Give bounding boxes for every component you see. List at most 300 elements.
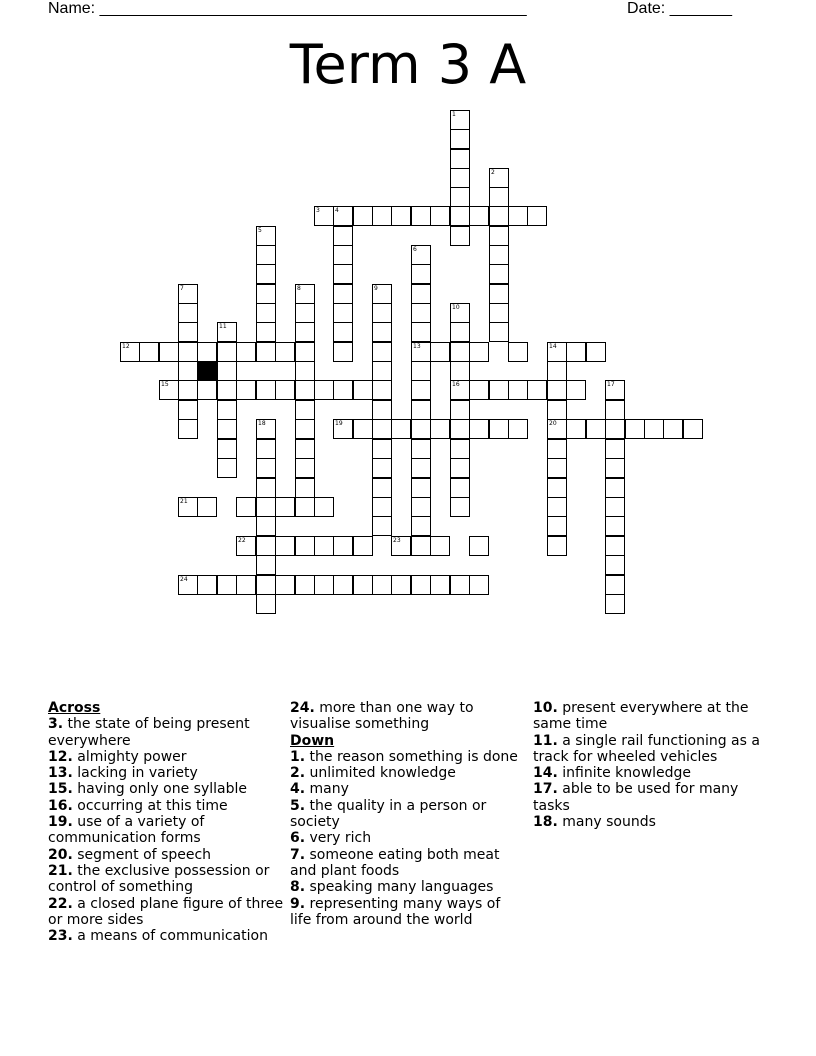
- clue-item: [533, 700, 769, 733]
- clue-number: 24: [180, 576, 188, 583]
- clue-text: the state of being present everywhere: [48, 716, 250, 749]
- clue-item: [290, 896, 526, 929]
- grid-cell[interactable]: [372, 303, 392, 323]
- grid-cell[interactable]: [605, 458, 625, 478]
- grid-cell[interactable]: [489, 284, 509, 304]
- clue-number-label: 4.: [290, 781, 306, 798]
- grid-cell[interactable]: [178, 380, 198, 400]
- grid-cell[interactable]: [217, 458, 237, 478]
- grid-cell[interactable]: [139, 342, 159, 362]
- clue-number: 5: [258, 227, 262, 234]
- grid-cell[interactable]: [333, 206, 353, 226]
- grid-cell[interactable]: [372, 575, 392, 595]
- grid-cell[interactable]: [489, 419, 509, 439]
- clue-number: 7: [180, 285, 184, 292]
- grid-cell[interactable]: [508, 380, 528, 400]
- grid-cell[interactable]: [295, 419, 315, 439]
- across-heading: Across: [48, 700, 101, 716]
- grid-cell[interactable]: [430, 342, 450, 362]
- grid-cell[interactable]: [178, 400, 198, 420]
- grid-cell[interactable]: [489, 187, 509, 207]
- clue-text: the exclusive possession or control of something: [48, 862, 270, 896]
- grid-cell[interactable]: [217, 322, 237, 342]
- grid-cell[interactable]: [450, 361, 470, 381]
- grid-cell[interactable]: [430, 419, 450, 439]
- grid-cell[interactable]: [430, 575, 450, 595]
- clue-item: [290, 798, 526, 831]
- clue-number-label: 3.: [48, 716, 64, 733]
- grid-cell[interactable]: [178, 303, 198, 323]
- clue-text: having only one syllable: [72, 781, 247, 798]
- grid-cell[interactable]: [508, 206, 528, 226]
- grid-cell[interactable]: [450, 322, 470, 342]
- grid-cell[interactable]: [256, 497, 276, 517]
- grid-cell[interactable]: [217, 380, 237, 400]
- grid-cell[interactable]: [372, 497, 392, 517]
- grid-cell[interactable]: [217, 400, 237, 420]
- grid-cell[interactable]: [353, 206, 373, 226]
- clue-text: someone eating both meat and plant foods: [290, 846, 500, 879]
- grid-cell[interactable]: [411, 439, 431, 459]
- grid-cell[interactable]: [217, 575, 237, 595]
- grid-cell[interactable]: [275, 342, 295, 362]
- grid-cell[interactable]: [450, 168, 470, 188]
- clue-number: 13: [413, 343, 421, 350]
- grid-cell[interactable]: [295, 342, 315, 362]
- clue-text: lacking in variety: [72, 765, 198, 782]
- grid-cell[interactable]: [605, 594, 625, 614]
- grid-cell[interactable]: [256, 555, 276, 575]
- grid-cell[interactable]: [469, 575, 489, 595]
- grid-cell[interactable]: [508, 342, 528, 362]
- grid-cell[interactable]: [295, 322, 315, 342]
- grid-cell[interactable]: [178, 322, 198, 342]
- date-field-label: Date: _______: [627, 0, 732, 17]
- grid-cell[interactable]: [197, 380, 217, 400]
- clue-number-label: 8.: [290, 879, 306, 896]
- clue-item: [48, 716, 284, 749]
- clue-number-label: 12.: [48, 748, 73, 765]
- clue-item: [533, 733, 769, 766]
- grid-cell[interactable]: [391, 575, 411, 595]
- grid-cell[interactable]: [450, 149, 470, 169]
- grid-cell[interactable]: [489, 168, 509, 188]
- clue-text: infinite knowledge: [557, 765, 692, 782]
- grid-cell[interactable]: [683, 419, 703, 439]
- grid-cell[interactable]: [566, 419, 586, 439]
- grid-cell[interactable]: [372, 361, 392, 381]
- grid-cell[interactable]: [256, 458, 276, 478]
- grid-cell[interactable]: [489, 380, 509, 400]
- clue-number-label: 9.: [290, 895, 306, 912]
- grid-cell[interactable]: [178, 361, 198, 381]
- grid-cell[interactable]: [178, 419, 198, 439]
- black-cell: [197, 361, 217, 381]
- grid-cell[interactable]: [256, 322, 276, 342]
- clue-item: [48, 847, 284, 863]
- grid-cell[interactable]: [217, 342, 237, 362]
- grid-cell[interactable]: [411, 380, 431, 400]
- grid-cell[interactable]: [547, 458, 567, 478]
- clue-item: [290, 765, 526, 781]
- grid-cell[interactable]: [450, 206, 470, 226]
- clue-number: 21: [180, 498, 188, 505]
- clue-text: representing many ways of life from around the world: [290, 895, 501, 928]
- clue-number-label: 17.: [533, 781, 558, 798]
- grid-cell[interactable]: [256, 245, 276, 265]
- clue-item: [290, 847, 526, 880]
- clue-item: [48, 749, 284, 765]
- clue-number-label: 22.: [48, 895, 73, 912]
- clue-text: almighty power: [72, 748, 187, 765]
- clue-number-label: 13.: [48, 765, 73, 782]
- grid-cell[interactable]: [450, 129, 470, 149]
- grid-cell[interactable]: [450, 458, 470, 478]
- clue-text: a means of communication: [72, 928, 268, 945]
- grid-cell[interactable]: [256, 284, 276, 304]
- clue-number: 16: [452, 381, 460, 388]
- clue-text: present everywhere at the same time: [533, 700, 749, 733]
- grid-cell[interactable]: [411, 264, 431, 284]
- grid-cell[interactable]: [256, 439, 276, 459]
- grid-cell[interactable]: [275, 536, 295, 556]
- grid-cell[interactable]: [644, 419, 664, 439]
- grid-cell[interactable]: [353, 536, 373, 556]
- grid-cell[interactable]: [333, 536, 353, 556]
- grid-cell[interactable]: [450, 419, 470, 439]
- grid-cell[interactable]: [547, 400, 567, 420]
- grid-cell[interactable]: [353, 575, 373, 595]
- grid-cell[interactable]: [178, 575, 198, 595]
- clue-number-label: 14.: [533, 765, 558, 782]
- grid-cell[interactable]: [295, 380, 315, 400]
- clue-text: occurring at this time: [72, 797, 228, 814]
- grid-cell[interactable]: [469, 380, 489, 400]
- grid-cell[interactable]: [256, 264, 276, 284]
- grid-cell[interactable]: [450, 226, 470, 246]
- grid-cell[interactable]: [489, 206, 509, 226]
- grid-cell[interactable]: [333, 245, 353, 265]
- grid-cell[interactable]: [333, 284, 353, 304]
- grid-cell[interactable]: [120, 342, 140, 362]
- grid-cell[interactable]: [605, 400, 625, 420]
- grid-cell[interactable]: [547, 516, 567, 536]
- grid-cell[interactable]: [586, 419, 606, 439]
- grid-cell[interactable]: [489, 322, 509, 342]
- grid-cell[interactable]: [256, 516, 276, 536]
- grid-cell[interactable]: [411, 575, 431, 595]
- grid-cell[interactable]: [333, 303, 353, 323]
- grid-cell[interactable]: [547, 536, 567, 556]
- grid-cell[interactable]: [508, 419, 528, 439]
- grid-cell[interactable]: [295, 575, 315, 595]
- grid-cell[interactable]: [295, 284, 315, 304]
- clue-number-label: 18.: [533, 814, 558, 831]
- grid-cell[interactable]: [566, 342, 586, 362]
- clue-number-label: 19.: [48, 814, 73, 831]
- grid-cell[interactable]: [450, 110, 470, 130]
- grid-cell[interactable]: [547, 497, 567, 517]
- grid-cell[interactable]: [527, 206, 547, 226]
- grid-cell[interactable]: [236, 342, 256, 362]
- grid-cell[interactable]: [450, 478, 470, 498]
- grid-cell[interactable]: [236, 536, 256, 556]
- clue-number-label: 11.: [533, 732, 558, 749]
- grid-cell[interactable]: [372, 400, 392, 420]
- grid-cell[interactable]: [178, 497, 198, 517]
- clue-text: more than one way to visualise something: [290, 700, 474, 733]
- grid-cell[interactable]: [275, 575, 295, 595]
- grid-cell[interactable]: [411, 419, 431, 439]
- clue-text: use of a variety of communication forms: [48, 814, 205, 847]
- clue-number: 14: [549, 343, 557, 350]
- clue-item: [533, 765, 769, 781]
- clue-text: able to be used for many tasks: [533, 781, 739, 814]
- grid-cell[interactable]: [314, 206, 334, 226]
- clue-number: 2: [491, 169, 495, 176]
- clue-number: 8: [297, 285, 301, 292]
- clue-number-label: 10.: [533, 700, 558, 716]
- grid-cell[interactable]: [256, 342, 276, 362]
- grid-cell[interactable]: [547, 361, 567, 381]
- clue-number: 20: [549, 420, 557, 427]
- grid-cell[interactable]: [586, 342, 606, 362]
- grid-cell[interactable]: [314, 497, 334, 517]
- grid-cell[interactable]: [547, 419, 567, 439]
- grid-cell[interactable]: [605, 575, 625, 595]
- grid-cell[interactable]: [197, 342, 217, 362]
- clue-item: [533, 781, 769, 814]
- clue-text: a closed plane figure of three or more sides: [48, 895, 284, 928]
- grid-cell[interactable]: [411, 516, 431, 536]
- grid-cell[interactable]: [333, 575, 353, 595]
- grid-cell[interactable]: [295, 536, 315, 556]
- clue-text: very rich: [305, 830, 372, 847]
- grid-cell[interactable]: [333, 226, 353, 246]
- clue-number-label: 1.: [290, 748, 306, 765]
- grid-cell[interactable]: [159, 342, 179, 362]
- clues-column-3: [533, 700, 769, 830]
- grid-cell[interactable]: [450, 187, 470, 207]
- grid-cell[interactable]: [256, 419, 276, 439]
- clue-item: [48, 765, 284, 781]
- clue-text: many: [305, 781, 349, 798]
- clue-item: [48, 814, 284, 847]
- grid-cell[interactable]: [489, 226, 509, 246]
- grid-cell[interactable]: [295, 439, 315, 459]
- grid-cell[interactable]: [372, 342, 392, 362]
- grid-cell[interactable]: [411, 458, 431, 478]
- page-title: Term 3 A: [289, 33, 527, 96]
- grid-cell[interactable]: [197, 497, 217, 517]
- grid-cell[interactable]: [372, 322, 392, 342]
- clue-item: [48, 798, 284, 814]
- grid-cell[interactable]: [450, 342, 470, 362]
- grid-cell[interactable]: [605, 419, 625, 439]
- grid-cell[interactable]: [236, 575, 256, 595]
- grid-cell[interactable]: [547, 478, 567, 498]
- grid-cell[interactable]: [450, 380, 470, 400]
- grid-cell[interactable]: [411, 206, 431, 226]
- grid-cell[interactable]: [411, 361, 431, 381]
- grid-cell[interactable]: [256, 226, 276, 246]
- clue-number: 12: [122, 343, 130, 350]
- grid-cell[interactable]: [333, 342, 353, 362]
- grid-cell[interactable]: [256, 536, 276, 556]
- grid-cell[interactable]: [605, 536, 625, 556]
- grid-cell[interactable]: [256, 594, 276, 614]
- clue-number-label: 15.: [48, 781, 73, 798]
- grid-cell[interactable]: [450, 439, 470, 459]
- name-field-label: Name: ________________________________________________: [48, 0, 527, 17]
- grid-cell[interactable]: [411, 536, 431, 556]
- grid-cell[interactable]: [450, 497, 470, 517]
- clue-item: [290, 700, 526, 733]
- grid-cell[interactable]: [217, 361, 237, 381]
- grid-cell[interactable]: [547, 439, 567, 459]
- grid-cell[interactable]: [295, 303, 315, 323]
- grid-cell[interactable]: [411, 303, 431, 323]
- clue-number-label: 2.: [290, 765, 306, 782]
- grid-cell[interactable]: [469, 206, 489, 226]
- grid-cell[interactable]: [275, 497, 295, 517]
- grid-cell[interactable]: [411, 478, 431, 498]
- clue-item: [48, 863, 284, 896]
- grid-cell[interactable]: [372, 206, 392, 226]
- clue-text: speaking many languages: [305, 879, 494, 896]
- grid-cell[interactable]: [566, 380, 586, 400]
- grid-cell[interactable]: [411, 322, 431, 342]
- grid-cell[interactable]: [275, 380, 295, 400]
- grid-cell[interactable]: [469, 419, 489, 439]
- grid-cell[interactable]: [411, 497, 431, 517]
- grid-cell[interactable]: [605, 478, 625, 498]
- grid-cell[interactable]: [178, 284, 198, 304]
- grid-cell[interactable]: [256, 303, 276, 323]
- grid-cell[interactable]: [295, 478, 315, 498]
- grid-cell[interactable]: [353, 419, 373, 439]
- grid-cell[interactable]: [217, 439, 237, 459]
- grid-cell[interactable]: [372, 458, 392, 478]
- grid-cell[interactable]: [605, 497, 625, 517]
- clue-item: [290, 749, 526, 765]
- grid-cell[interactable]: [333, 419, 353, 439]
- grid-cell[interactable]: [411, 400, 431, 420]
- grid-cell[interactable]: [605, 380, 625, 400]
- clue-number-label: 20.: [48, 846, 73, 863]
- grid-cell[interactable]: [372, 419, 392, 439]
- clue-number-label: 21.: [48, 862, 73, 879]
- clue-number: 11: [219, 323, 227, 330]
- grid-cell[interactable]: [605, 439, 625, 459]
- clue-item: [290, 781, 526, 797]
- clue-number-label: 5.: [290, 797, 306, 814]
- clue-item: [48, 928, 284, 944]
- grid-cell[interactable]: [547, 342, 567, 362]
- grid-cell[interactable]: [489, 245, 509, 265]
- grid-cell[interactable]: [256, 380, 276, 400]
- grid-cell[interactable]: [605, 555, 625, 575]
- clue-number: 19: [335, 420, 343, 427]
- grid-cell[interactable]: [547, 380, 567, 400]
- grid-cell[interactable]: [527, 380, 547, 400]
- clue-number: 23: [393, 537, 401, 544]
- grid-cell[interactable]: [333, 380, 353, 400]
- grid-cell[interactable]: [489, 264, 509, 284]
- clue-number: 22: [238, 537, 246, 544]
- grid-cell[interactable]: [256, 575, 276, 595]
- clue-item: [48, 781, 284, 797]
- grid-cell[interactable]: [295, 497, 315, 517]
- grid-cell[interactable]: [411, 342, 431, 362]
- clue-text: the reason something is done: [305, 748, 518, 765]
- grid-cell[interactable]: [391, 419, 411, 439]
- grid-cell[interactable]: [256, 478, 276, 498]
- clue-number-label: 24.: [290, 700, 315, 716]
- clue-text: the quality in a person or society: [290, 797, 487, 831]
- clues-column-1: [48, 700, 284, 944]
- clue-item: [48, 896, 284, 929]
- grid-cell[interactable]: [314, 575, 334, 595]
- clue-item: [290, 879, 526, 895]
- clue-number: 18: [258, 420, 266, 427]
- grid-cell[interactable]: [450, 400, 470, 420]
- grid-cell[interactable]: [372, 284, 392, 304]
- grid-cell[interactable]: [333, 264, 353, 284]
- grid-cell[interactable]: [372, 478, 392, 498]
- grid-cell[interactable]: [314, 380, 334, 400]
- clue-item: [290, 830, 526, 846]
- grid-cell[interactable]: [663, 419, 683, 439]
- grid-cell[interactable]: [372, 516, 392, 536]
- grid-cell[interactable]: [469, 536, 489, 556]
- grid-cell[interactable]: [236, 380, 256, 400]
- grid-cell[interactable]: [625, 419, 645, 439]
- grid-cell[interactable]: [430, 536, 450, 556]
- grid-cell[interactable]: [217, 419, 237, 439]
- grid-cell[interactable]: [411, 284, 431, 304]
- clue-number-label: 7.: [290, 846, 306, 863]
- grid-cell[interactable]: [178, 342, 198, 362]
- grid-cell[interactable]: [314, 536, 334, 556]
- grid-cell[interactable]: [450, 575, 470, 595]
- grid-cell[interactable]: [333, 322, 353, 342]
- grid-cell[interactable]: [159, 380, 179, 400]
- grid-cell[interactable]: [469, 342, 489, 362]
- grid-cell[interactable]: [372, 380, 392, 400]
- clue-number-label: 16.: [48, 797, 73, 814]
- grid-cell[interactable]: [450, 303, 470, 323]
- grid-cell[interactable]: [391, 536, 411, 556]
- grid-cell[interactable]: [391, 206, 411, 226]
- grid-cell[interactable]: [295, 458, 315, 478]
- grid-cell[interactable]: [411, 245, 431, 265]
- grid-cell[interactable]: [295, 400, 315, 420]
- grid-cell[interactable]: [372, 439, 392, 459]
- grid-cell[interactable]: [489, 303, 509, 323]
- clue-text: unlimited knowledge: [305, 765, 456, 782]
- clue-number: 6: [413, 246, 417, 253]
- grid-cell[interactable]: [430, 206, 450, 226]
- grid-cell[interactable]: [353, 380, 373, 400]
- grid-cell[interactable]: [605, 516, 625, 536]
- clue-number: 17: [607, 381, 615, 388]
- clue-number: 10: [452, 304, 460, 311]
- grid-cell[interactable]: [295, 361, 315, 381]
- grid-cell[interactable]: [236, 497, 256, 517]
- grid-cell[interactable]: [197, 575, 217, 595]
- clue-text: a single rail functioning as a track for wheeled vehicles: [533, 732, 760, 765]
